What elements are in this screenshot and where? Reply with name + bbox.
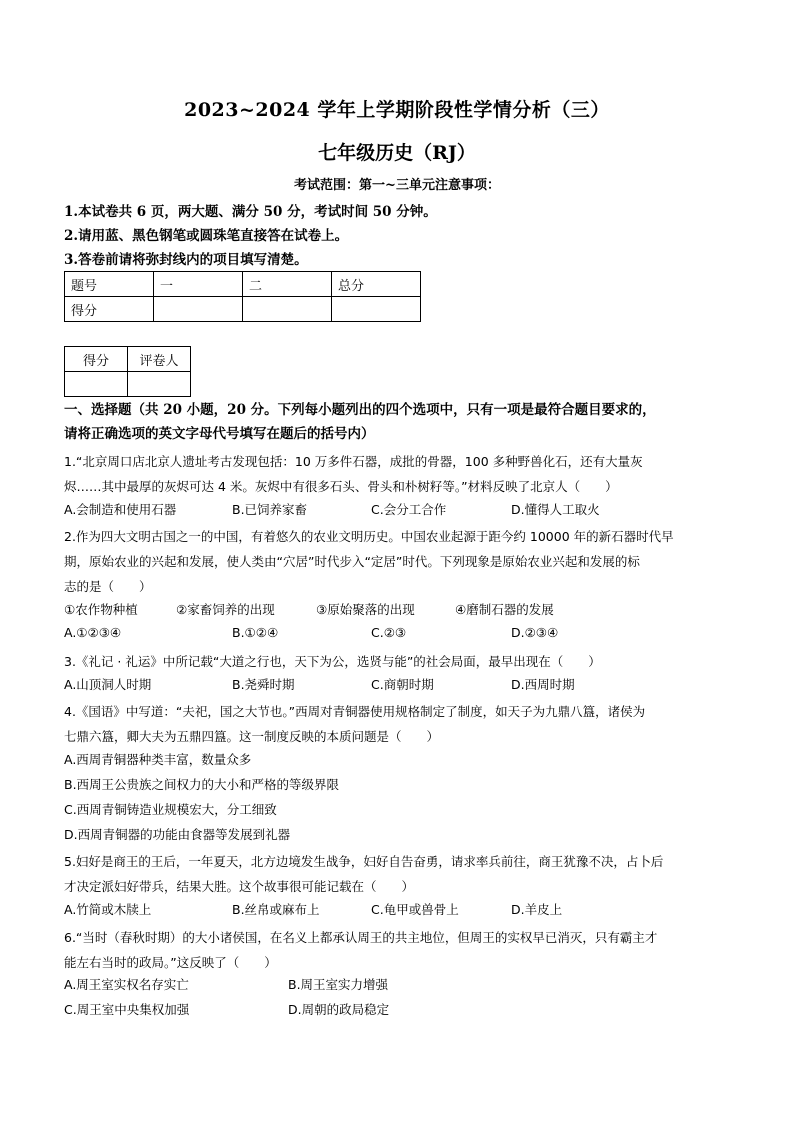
question-text-line: 4.《国语》中写道：“夫祀，国之大节也。”西周对青铜器使用规格制定了制度，如天子为九鼎八簋，诸侯为 bbox=[64, 704, 646, 719]
section-1-heading-line: 一、选择题（共 20 小题，20 分。下列每小题列出的四个选项中，只有一项是最符合题目要求的， bbox=[64, 402, 656, 418]
grader-score-cell[interactable] bbox=[65, 372, 128, 397]
grader-table bbox=[64, 346, 191, 397]
question-text-line: 烬……其中最厚的灰烬可达 4 米。灰烬中有很多石头、骨头和朴树籽等。”材料反映了北京人（ ） bbox=[64, 479, 618, 494]
score-table-cell: 二 bbox=[243, 272, 332, 297]
grader-table-blank-row bbox=[65, 372, 191, 397]
score-input-cell[interactable] bbox=[332, 297, 421, 322]
notice-2: 2.请用蓝、黑色钢笔或圆珠笔直接答在试卷上。 bbox=[64, 228, 349, 244]
grader-table-header-row bbox=[65, 347, 191, 372]
option-d: D.西周青铜器的功能由食器等发展到礼器 bbox=[64, 827, 291, 842]
question-5 bbox=[64, 849, 736, 899]
question-text-line: 期，原始农业的兴起和发展，使人类由“穴居”时代步入“定居”时代。下列现象是原始农业兴起和发展的标 bbox=[64, 554, 640, 569]
option-b: B.丝帛或麻布上 bbox=[232, 902, 320, 917]
statement-item: ②家畜饲养的出现 bbox=[176, 602, 275, 617]
grader-name-cell[interactable] bbox=[128, 372, 191, 397]
option-b: B.尧舜时期 bbox=[232, 677, 295, 692]
option-a: A.①②③④ bbox=[64, 625, 122, 640]
score-input-cell[interactable] bbox=[243, 297, 332, 322]
statement-item: ③原始聚落的出现 bbox=[316, 602, 415, 617]
option-c: C.商朝时期 bbox=[371, 677, 434, 692]
statement-item: ④磨制石器的发展 bbox=[455, 602, 554, 617]
question-text-line: 1.“北京周口店北京人遗址考古发现包括：10 万多件石器，成批的骨器，100 多种野兽化石，还有大量灰 bbox=[64, 454, 643, 469]
question-text-line: 5.妇好是商王的王后，一年夏天，北方边境发生战争，妇好自告奋勇，请求率兵前往，商王犹豫不决，占卜后 bbox=[64, 854, 664, 869]
option-d: D.懂得人工取火 bbox=[511, 502, 600, 517]
section-1-heading-line: 请将正确选项的英文字母代号填写在题后的括号内） bbox=[64, 426, 375, 442]
score-input-cell[interactable] bbox=[154, 297, 243, 322]
question-text-line: 2.作为四大文明古国之一的中国，有着悠久的农业文明历史。中国农业起源于距今约 10000 年的新石器时代早 bbox=[64, 529, 674, 544]
question-text-line: 能左右当时的政局。”这反映了（ ） bbox=[64, 955, 277, 970]
option-a: A.会制造和使用石器 bbox=[64, 502, 177, 517]
option-c: C.西周青铜铸造业规模宏大，分工细致 bbox=[64, 802, 277, 817]
question-6 bbox=[64, 925, 736, 975]
score-table-cell: 题号 bbox=[65, 272, 154, 297]
score-table bbox=[64, 271, 421, 322]
option-b: B.西周王公贵族之间权力的大小和严格的等级界限 bbox=[64, 777, 340, 792]
option-a: A.竹简或木牍上 bbox=[64, 902, 152, 917]
question-4 bbox=[64, 699, 736, 749]
option-c: C.周王室中央集权加强 bbox=[64, 1002, 190, 1017]
option-d: D.羊皮上 bbox=[511, 902, 563, 917]
option-b: B.已饲养家畜 bbox=[232, 502, 308, 517]
section-1-heading bbox=[64, 398, 736, 446]
question-text-line: 七鼎六簋，卿大夫为五鼎四簋。这一制度反映的本质问题是（ ） bbox=[64, 729, 440, 744]
option-d: D.②③④ bbox=[511, 625, 559, 640]
question-2 bbox=[64, 524, 736, 599]
statement-item: ①农作物种植 bbox=[64, 602, 138, 617]
option-b: B.①②④ bbox=[232, 625, 279, 640]
score-table-cell: 总分 bbox=[332, 272, 421, 297]
score-table-cell: 得分 bbox=[65, 297, 154, 322]
score-table-header-row bbox=[65, 272, 421, 297]
question-3 bbox=[64, 649, 736, 674]
option-a: A.周王室实权名存实亡 bbox=[64, 977, 189, 992]
exam-subtitle: 七年级历史（RJ） bbox=[318, 142, 476, 164]
question-text-line: 志的是（ ） bbox=[64, 579, 152, 594]
grader-table-cell: 评卷人 bbox=[128, 347, 191, 372]
question-text-line: 3.《礼记 · 礼运》中所记载“大道之行也，天下为公，选贤与能”的社会局面，最早出现在（ ） bbox=[64, 654, 601, 669]
question-text-line: 6.“当时（春秋时期）的大小诸侯国，在名义上都承认周王的共主地位，但周王的实权早已消灭，只有霸主才 bbox=[64, 930, 658, 945]
option-a: A.山顶洞人时期 bbox=[64, 677, 152, 692]
grader-table-cell: 得分 bbox=[65, 347, 128, 372]
exam-title: 2023~2024 学年上学期阶段性学情分析（三） bbox=[184, 99, 610, 121]
option-c: C.会分工合作 bbox=[371, 502, 447, 517]
question-1 bbox=[64, 449, 736, 499]
option-c: C.②③ bbox=[371, 625, 407, 640]
notice-3: 3.答卷前请将弥封线内的项目填写清楚。 bbox=[64, 252, 308, 268]
question-text-line: 才决定派妇好带兵，结果大胜。这个故事很可能记载在（ ） bbox=[64, 879, 415, 894]
score-table-cell: 一 bbox=[154, 272, 243, 297]
notice-1: 1.本试卷共 6 页，两大题、满分 50 分，考试时间 50 分钟。 bbox=[64, 204, 437, 220]
exam-scope: 考试范围：第一~三单元注意事项： bbox=[294, 178, 500, 193]
option-d: D.周朝的政局稳定 bbox=[288, 1002, 390, 1017]
score-table-score-row bbox=[65, 297, 421, 322]
option-a: A.西周青铜器种类丰富，数量众多 bbox=[64, 752, 252, 767]
option-c: C.龟甲或兽骨上 bbox=[371, 902, 459, 917]
option-b: B.周王室实力增强 bbox=[288, 977, 389, 992]
option-d: D.西周时期 bbox=[511, 677, 575, 692]
